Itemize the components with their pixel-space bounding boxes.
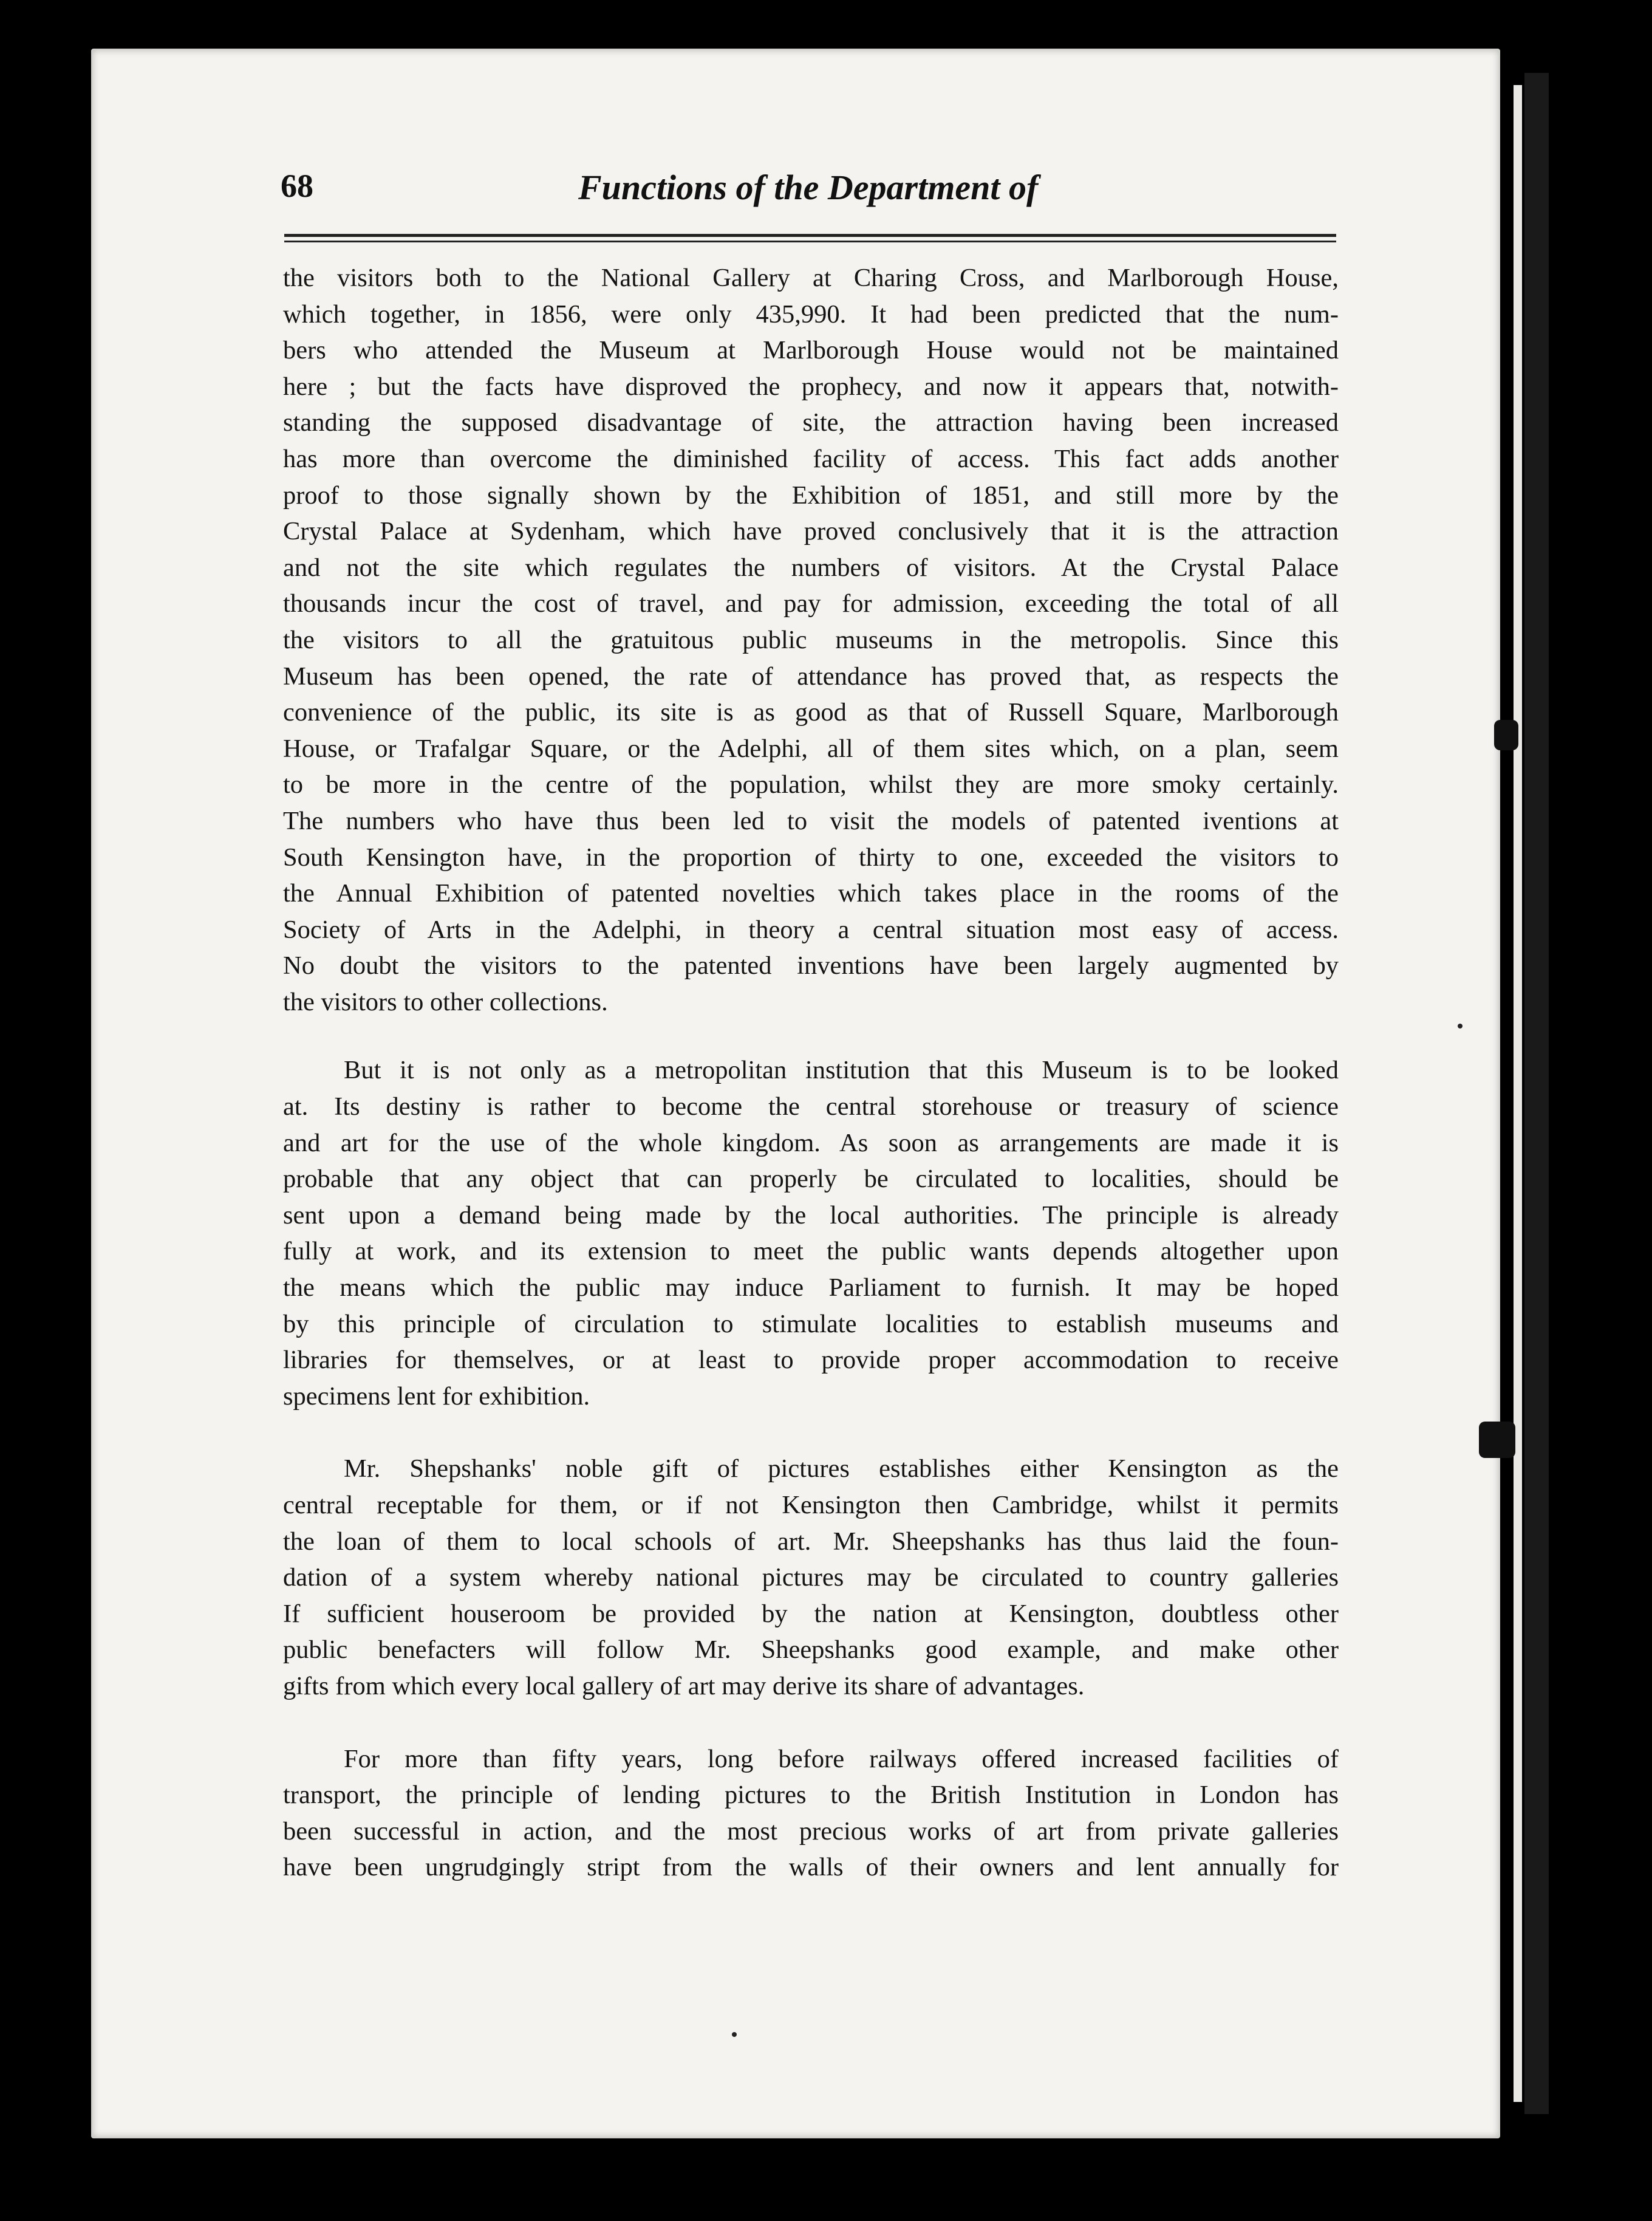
page-number: 68 [281, 168, 313, 204]
running-title: Functions of the Department of [578, 168, 1039, 207]
text-line: at. Its destiny is rather to become the central storehouse or treasury of science [283, 1092, 1339, 1121]
text-line: have been ungrudgingly stript from the walls of their owners and lent annually for [283, 1853, 1339, 1882]
text-line: fully at work, and its extension to meet the public wants depends altogether upon [283, 1237, 1339, 1266]
text-line: gifts from which every local gallery of art may derive its share of advantages. [283, 1671, 1085, 1700]
paragraph-3 [283, 1451, 1339, 1704]
text-line: proof to those signally shown by the Exhibition of 1851, and still more by the [283, 481, 1339, 510]
paragraph-2 [283, 1052, 1339, 1414]
text-line: bers who attended the Museum at Marlborough House would not be maintained [283, 336, 1339, 365]
text-line: specimens lent for exhibition. [283, 1381, 590, 1411]
text-line: Mr. Shepshanks' noble gift of pictures establishes either Kensington as the [344, 1454, 1339, 1484]
text-line: which together, in 1856, were only 435,990. It had been predicted that the num- [283, 299, 1339, 329]
text-line: House, or Trafalgar Square, or the Adelphi, all of them sites which, on a plan, seem [283, 734, 1339, 763]
text-line: Society of Arts in the Adelphi, in theory a central situation most easy of access. [283, 915, 1339, 944]
text-line: But it is not only as a metropolitan institution that this Museum is to be looked [344, 1056, 1339, 1085]
text-line: central receptable for them, or if not Kensington then Cambridge, whilst it permits [283, 1491, 1339, 1519]
text-line: the Annual Exhibition of patented novelties which takes place in the rooms of the [283, 879, 1339, 908]
header-rule [284, 234, 1336, 242]
text-line: the visitors to all the gratuitous public museums in the metropolis. Since this [283, 625, 1339, 654]
text-line: probable that any object that can properly be circulated to localities, should be [283, 1165, 1339, 1194]
text-line: and not the site which regulates the numbers of visitors. At the Crystal Palace [283, 553, 1339, 582]
text-line: public benefacters will follow Mr. Sheepshanks good example, and make other [283, 1635, 1339, 1665]
text-line: been successful in action, and the most precious works of art from private galleries [283, 1816, 1339, 1846]
binding-clip [1494, 720, 1518, 750]
paragraph-gap [283, 1414, 1339, 1451]
page-right-edge [1514, 85, 1522, 2102]
text-line: South Kensington have, in the proportion of thirty to one, exceeded the visitors to [283, 843, 1339, 872]
text-line: the loan of them to local schools of art. Mr. Sheepshanks has thus laid the foun- [283, 1527, 1339, 1556]
ink-spot [732, 2032, 737, 2037]
paragraph-1 [283, 260, 1339, 1020]
adjacent-page-edge [1524, 73, 1549, 2114]
text-line: to be more in the centre of the population, whilst they are more smoky certainly. [283, 770, 1339, 799]
text-line: here ; but the facts have disproved the prophecy, and now it appears that, notwith- [283, 372, 1339, 401]
ink-spot [1458, 1024, 1463, 1028]
binding-clip [1479, 1422, 1515, 1458]
text-line: thousands incur the cost of travel, and pay for admission, exceeding the total of all [283, 589, 1339, 618]
text-line: has more than overcome the diminished facility of access. This fact adds another [283, 444, 1339, 473]
text-line: the means which the public may induce Parliament to furnish. It may be hoped [283, 1273, 1339, 1302]
page-header [281, 167, 1337, 216]
text-line: sent upon a demand being made by the local authorities. The principle is already [283, 1200, 1339, 1230]
text-line: If sufficient houseroom be provided by the nation at Kensington, doubtless other [283, 1599, 1339, 1628]
text-line: and art for the use of the whole kingdom. As soon as arrangements are made it is [283, 1128, 1339, 1157]
text-line: the visitors to other collections. [283, 987, 608, 1016]
text-line: libraries for themselves, or at least to provide proper accommodation to receive [283, 1346, 1339, 1375]
text-line: convenience of the public, its site is as good as that of Russell Square, Marlborough [283, 698, 1339, 727]
paragraph-4 [283, 1741, 1339, 1886]
text-line: Museum has been opened, the rate of attendance has proved that, as respects the [283, 662, 1339, 691]
text-line: standing the supposed disadvantage of site, the attraction having been increased [283, 408, 1339, 437]
text-line: transport, the principle of lending pictures to the British Institution in London has [283, 1781, 1339, 1810]
text-line: No doubt the visitors to the patented inventions have been largely augmented by [283, 951, 1339, 980]
text-line: The numbers who have thus been led to visit the models of patented iventions at [283, 806, 1339, 835]
text-line: the visitors both to the National Gallery at Charing Cross, and Marlborough House, [283, 264, 1339, 292]
text-line: Crystal Palace at Sydenham, which have proved conclusively that it is the attraction [283, 517, 1339, 546]
paragraph-gap [283, 1020, 1339, 1052]
text-line: For more than fifty years, long before railways offered increased facilities of [344, 1744, 1339, 1773]
text-line: dation of a system whereby national pictures may be circulated to country galleries [283, 1563, 1339, 1592]
paragraph-gap [283, 1705, 1339, 1741]
text-line: by this principle of circulation to stimulate localities to establish museums and [283, 1309, 1339, 1338]
body-text [283, 260, 1339, 1886]
